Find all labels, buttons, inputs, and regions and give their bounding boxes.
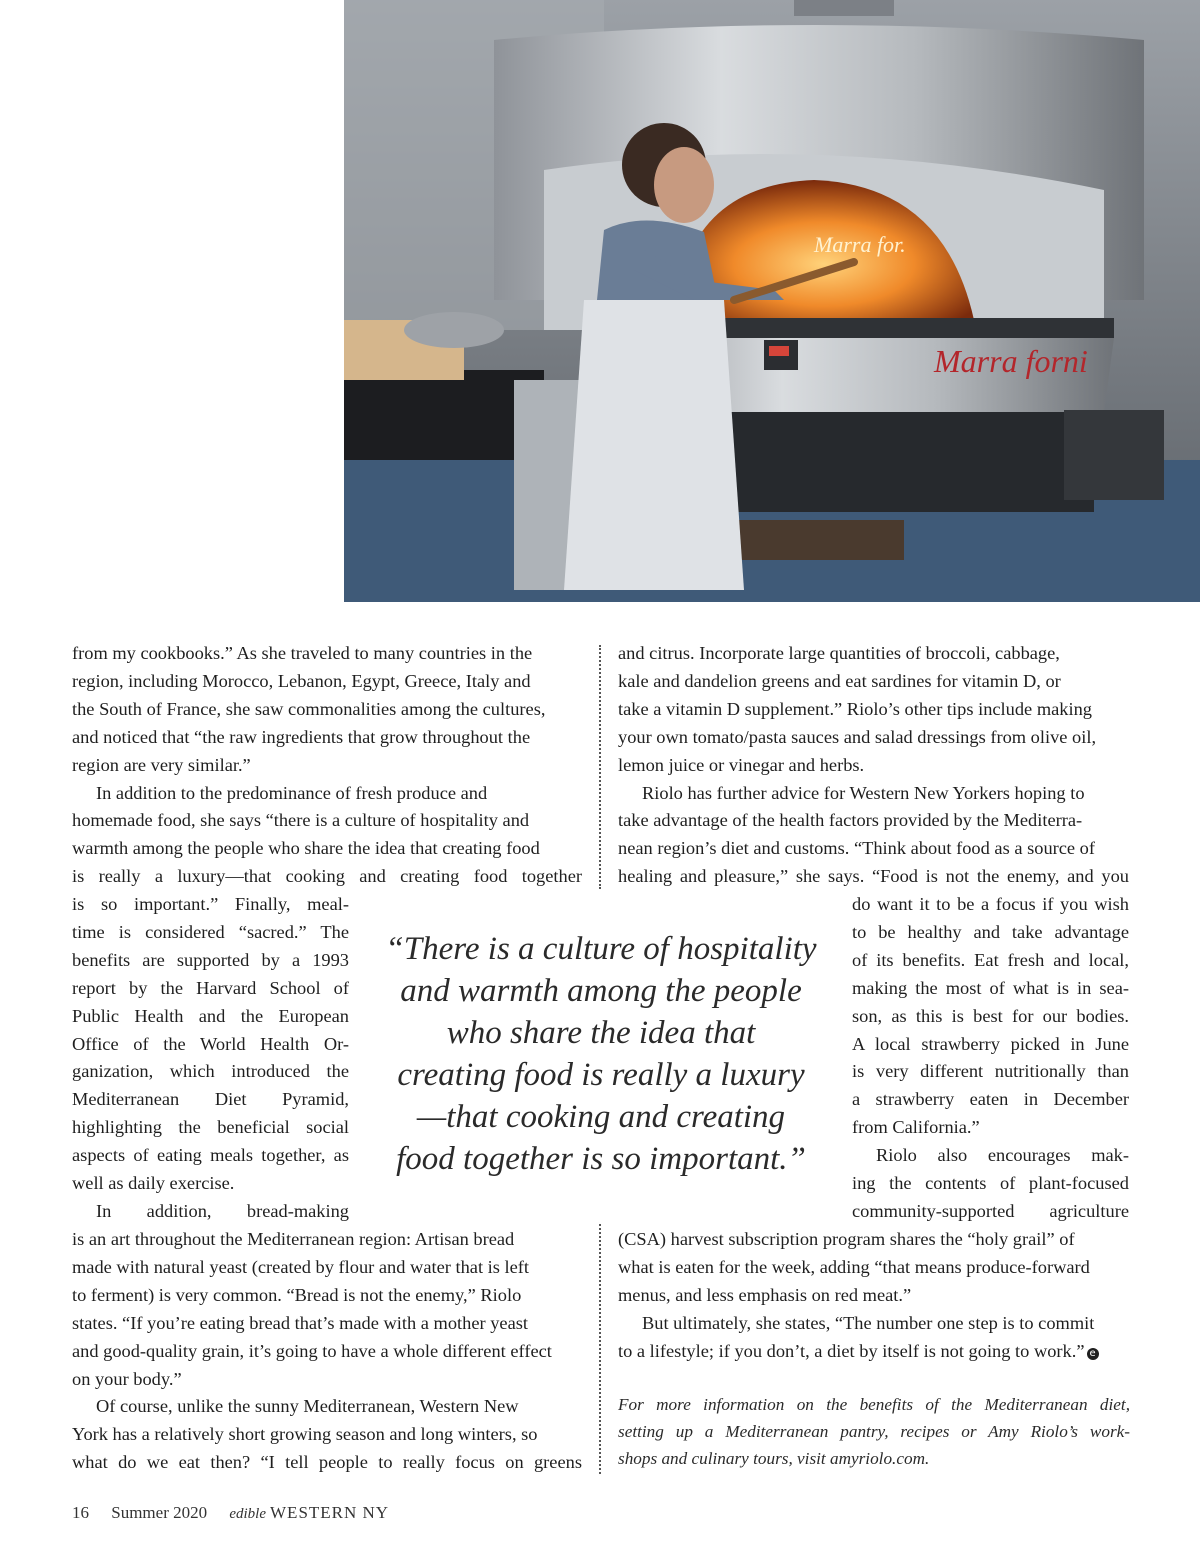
body-line: and citrus. Incorporate large quantities of broccoli, cabbage, [618,643,1060,663]
brand-italic: edible [229,1506,267,1522]
pizza-oven-illustration [344,0,1200,602]
pull-quote-line: “There is a culture of hospitality [385,931,817,967]
body-line: well as daily exercise. [72,1173,235,1194]
left-column-top [72,640,582,891]
body-line: take advantage of the health factors provided by the Mediterra- [618,810,1083,831]
body-line-last [618,1338,1129,1366]
body-line: take a vitamin D supplement.” Riolo’s other tips include making [618,698,1092,719]
body-line: community-supported agriculture [852,1200,1129,1221]
body-line: son, as this is best for our bodies. [852,1005,1129,1026]
page-number: 16 [72,1503,89,1522]
body-line: of its benefits. Eat fresh and local, [852,949,1129,970]
page-footer [72,1503,407,1523]
body-line: benefits are supported by a 1993 [72,949,349,970]
body-line: what is eaten for the week, adding “that means produce-forward [618,1256,1090,1277]
body-line: menus, and less emphasis on red meat.” [618,1284,912,1305]
body-line: kale and dandelion greens and eat sardines for vitamin D, or [618,670,1061,691]
body-line-text: to a lifestyle; if you don’t, a diet by itself is not going to work.” [618,1340,1085,1361]
pull-quote-line: creating food is really a luxury [397,1057,805,1093]
body-line: Mediterranean Diet Pyramid, [72,1089,349,1110]
body-line: Public Health and the European [72,1005,349,1026]
body-line: is an art throughout the Mediterranean region: Artisan bread [72,1229,515,1249]
pull-quote-line: food together is so important.” [396,1141,806,1177]
body-line: states. “If you’re eating bread that’s made with a mother yeast [72,1312,529,1333]
right-column-top [618,640,1129,891]
body-line: made with natural yeast (created by flour and water that is left [72,1256,530,1277]
body-line: homemade food, she says “there is a culture of hospitality and [72,810,530,831]
body-line: ganization, which introduced the [72,1061,349,1082]
body-line: the South of France, she saw commonalities among the cultures, [72,698,546,719]
body-line: But ultimately, she states, “The number one step is to commit [642,1312,1095,1333]
body-line: In addition to the predominance of fresh produce and [96,782,488,803]
article-footnote [618,1391,1130,1472]
body-line: from California.” [852,1117,980,1138]
oven-logo: Marra forni [934,343,1088,379]
issue-label: Summer 2020 [111,1503,208,1522]
body-line: report by the Harvard School of [72,977,349,998]
body-line: A local strawberry picked in June [852,1033,1129,1054]
body-line: highlighting the beneficial social [72,1117,349,1138]
body-line: is so important.” Finally, meal- [72,894,349,914]
pull-quote [378,928,824,1180]
body-line: lemon juice or vinegar and herbs. [618,754,865,775]
body-line: Riolo has further advice for Western New Yorkers hoping to [642,782,1085,803]
body-line: Office of the World Health Or- [72,1033,349,1054]
body-line: healing and pleasure,” she says. “Food is not the enemy, and you [618,866,1129,887]
body-line: warmth among the people who share the idea that creating food [72,838,540,859]
body-line: your own tomato/pasta sauces and salad dressings from olive oil, [618,726,1097,747]
column-divider-top [599,645,601,889]
footnote-line: For more information on the benefits of the Mediterranean diet, [618,1395,1130,1414]
pull-quote-line: —that cooking and creating [416,1099,786,1135]
body-line: aspects of eating meals together, as [72,1145,349,1166]
article-photo [344,0,1200,602]
body-line: region, including Morocco, Lebanon, Egypt, Greece, Italy and [72,670,531,691]
body-line: Of course, unlike the sunny Mediterranean, Western New [96,1396,519,1417]
body-line: nean region’s diet and customs. “Think about food as a source of [618,838,1096,859]
body-line: (CSA) harvest subscription program shares the “holy grail” of [618,1229,1075,1249]
footnote-line: shops and culinary tours, visit amyriolo.com. [618,1449,930,1468]
body-line: a strawberry eaten in December [852,1089,1129,1110]
brand-name: WESTERN NY [270,1503,390,1522]
body-line: on your body.” [72,1368,182,1389]
body-line: making the most of what is in sea- [852,977,1129,998]
body-line: and noticed that “the raw ingredients that grow throughout the [72,726,531,747]
body-line: do want it to be a focus if you wish [852,894,1129,914]
pull-quote-line: who share the idea that [446,1015,756,1051]
body-line: what do we eat then? “I tell people to really focus on greens [72,1452,582,1473]
right-column-bottom [618,1226,1129,1366]
body-line: York has a relatively short growing season and long winters, so [72,1424,538,1445]
body-line: is very different nutritionally than [852,1061,1129,1082]
body-line: to ferment) is very common. “Bread is not the enemy,” Riolo [72,1284,522,1305]
oven-logo-inner: Marra for. [814,232,906,257]
body-line: In addition, bread-making [96,1200,349,1221]
body-line: region are very similar.” [72,754,251,775]
body-line: time is considered “sacred.” The [72,921,349,942]
body-line: ing the contents of plant-focused [852,1173,1129,1194]
body-line: from my cookbooks.” As she traveled to many countries in the [72,643,533,663]
body-line: is really a luxury—that cooking and creating food together [72,866,582,887]
body-line: Riolo also encourages mak- [876,1145,1129,1166]
column-divider-bottom [599,1224,601,1474]
footnote-line: setting up a Mediterranean pantry, recipes or Amy Riolo’s work- [618,1422,1130,1441]
body-line: to be healthy and take advantage [852,921,1129,942]
pull-quote-line: and warmth among the people [400,973,802,1009]
body-line: and good-quality grain, it’s going to have a whole different effect [72,1340,552,1361]
left-column-bottom [72,1226,582,1477]
left-column-narrow [72,891,349,1226]
right-column-narrow [852,891,1129,1226]
end-mark-icon: e [1087,1348,1099,1360]
